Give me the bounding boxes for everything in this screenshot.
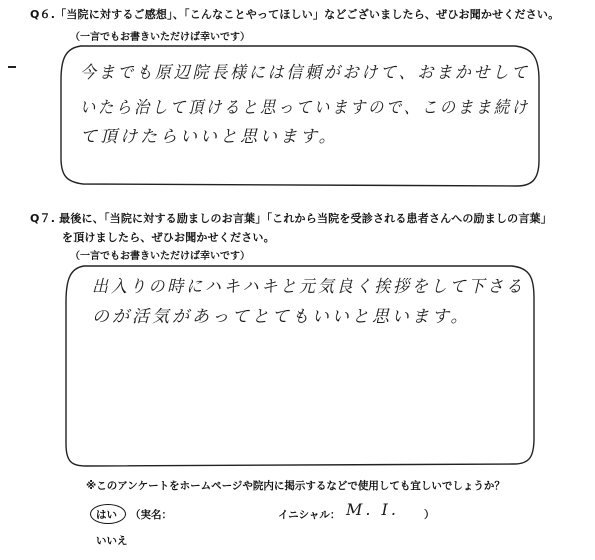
- q6-answer-line: て頂けたらいいと思います。: [80, 127, 339, 147]
- q7-note: （一言でもお書きいただけば幸いです）: [70, 251, 250, 262]
- q6-answer-line: 今までも原辺院長様には信頼がおけて、おまかせして: [80, 63, 530, 83]
- initial-label: イニシャル：: [278, 509, 341, 521]
- close-paren: ）: [424, 509, 435, 521]
- consent-question: ※このアンケートをホームページや院内に掲示するなどで使用しても宜しいでしょうか？: [86, 480, 505, 492]
- q6-note: （一言でもお書きいただけば幸いです）: [70, 32, 250, 43]
- q6-answer-line: いたら治して頂けると思っていますので、このまま続け: [80, 98, 530, 118]
- q7-answer-line: 出入りの時にハキハキと元気良く挨拶をして下さる: [92, 277, 525, 297]
- q6-question: Q６.「当院に対するご感想」、「こんなことやってほしい」などございましたら、ぜひお聞かせください。: [30, 8, 560, 21]
- option-no[interactable]: いいえ: [96, 535, 128, 547]
- real-name-label: （実名：: [130, 509, 172, 521]
- q7-question-line2: を頂けましたら、ぜひお聞かせください。: [62, 231, 275, 244]
- option-yes[interactable]: はい: [96, 509, 117, 521]
- initial-value: M. I.: [346, 500, 399, 519]
- margin-dash: [8, 66, 16, 68]
- q7-question-line1: Q７. 最後に、「当院に対する励ましのお言葉」「これから当院を受診される患者さんへの励ましの言葉」: [30, 212, 552, 225]
- q7-answer-line: のが活気があってとてもいいと思います。: [92, 307, 471, 327]
